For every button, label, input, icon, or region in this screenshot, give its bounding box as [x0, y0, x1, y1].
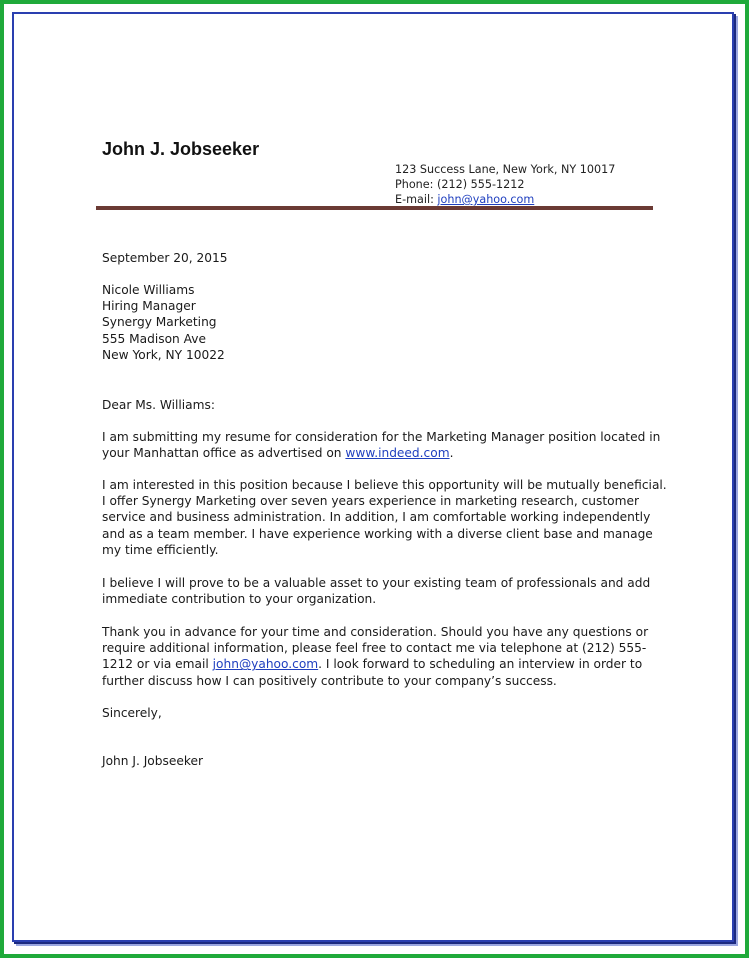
paragraph-line: further discuss how I can positively contribute to your company’s success. [102, 673, 557, 688]
closing: Sincerely, [102, 706, 162, 720]
paragraph-line: and as a team member. I have experience working with a diverse client base and manage [102, 526, 653, 541]
recipient-block [102, 282, 225, 363]
recipient-line: New York, NY 10022 [102, 347, 225, 362]
text-span: . I look forward to scheduling an interview in order to [318, 657, 643, 672]
paragraph-4 [102, 624, 648, 689]
paragraph-line [102, 656, 648, 672]
header-divider [96, 206, 653, 210]
sender-email-link[interactable]: john@yahoo.com [437, 193, 535, 206]
paragraph-1 [102, 429, 660, 461]
sender-phone: Phone: (212) 555-1212 [395, 178, 525, 191]
sender-email-line [395, 192, 615, 207]
letter-date: September 20, 2015 [102, 251, 228, 265]
signature: John J. Jobseeker [102, 754, 203, 768]
sender-name: John J. Jobseeker [102, 139, 260, 159]
paragraph-line: Thank you in advance for your time and consideration. Should you have any questions or [102, 625, 649, 639]
email-label: E-mail: [395, 193, 438, 206]
paragraph-line: my time efficiently. [102, 542, 219, 557]
paragraph-line: immediate contribution to your organization. [102, 592, 377, 607]
text-span: 1212 or via email [102, 657, 213, 672]
paragraph-line: I believe I will prove to be a valuable asset to your existing team of professionals and add [102, 576, 651, 590]
sender-contact [395, 162, 615, 207]
text-span: your Manhattan office as advertised on [102, 446, 346, 461]
paragraph-line: service and business administration. In addition, I am comfortable working independently [102, 510, 651, 525]
email-link[interactable]: john@yahoo.com [212, 657, 319, 672]
salutation: Dear Ms. Williams: [102, 398, 215, 412]
paragraph-2 [102, 477, 667, 558]
indeed-link[interactable]: www.indeed.com [345, 446, 450, 461]
recipient-line: Nicole Williams [102, 283, 195, 297]
recipient-line: Hiring Manager [102, 299, 196, 314]
paragraph-line: I am interested in this position because I believe this opportunity will be mutually beneficial. [102, 478, 667, 492]
paragraph-line: I offer Synergy Marketing over seven years experience in marketing research, customer [102, 494, 639, 509]
paragraph-line [102, 445, 660, 461]
paragraph-line: require additional information, please feel free to contact me via telephone at (212) 555- [102, 641, 647, 656]
paragraph-line: I am submitting my resume for consideration for the Marketing Manager position located in [102, 430, 661, 444]
recipient-line: Synergy Marketing [102, 315, 217, 330]
recipient-line: 555 Madison Ave [102, 331, 206, 346]
text-span: . [449, 446, 454, 461]
sender-address: 123 Success Lane, New York, NY 10017 [395, 163, 616, 176]
paragraph-3 [102, 575, 650, 607]
